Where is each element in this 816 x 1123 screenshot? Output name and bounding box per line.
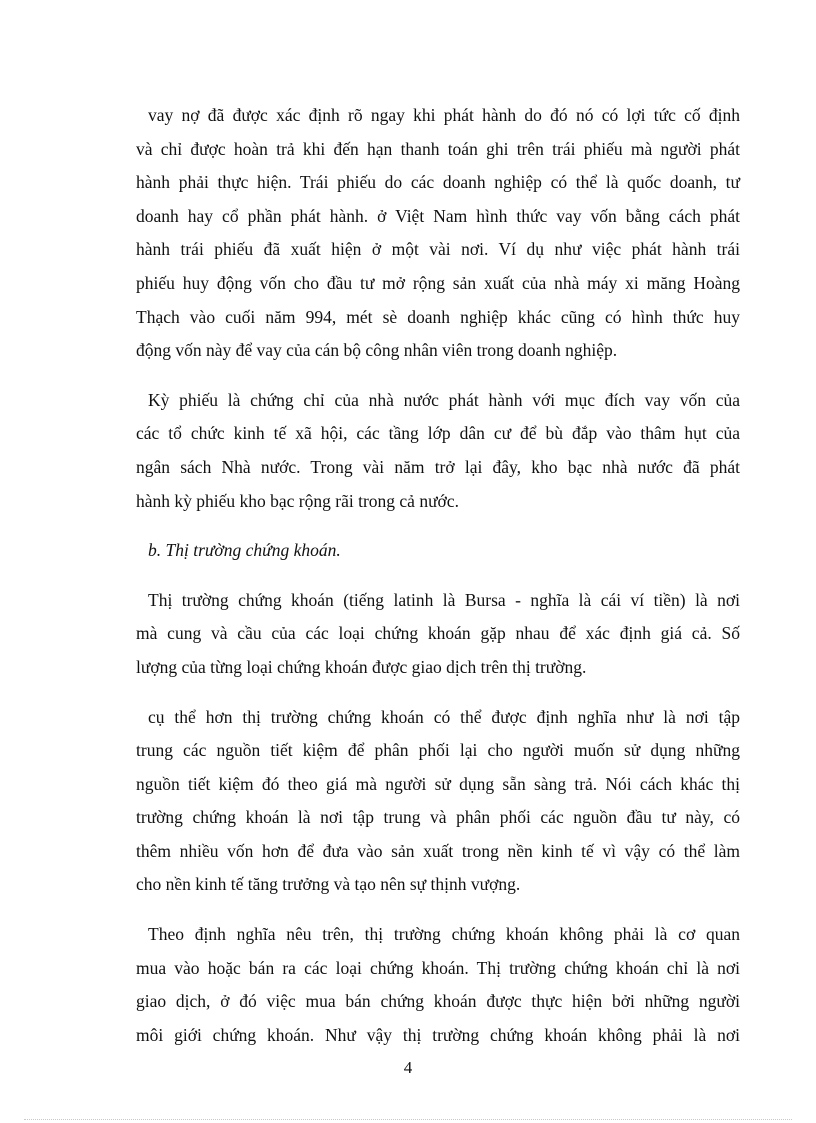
paragraph-market-role	[136, 918, 740, 1052]
text-line: trung các nguồn tiết kiệm để phân phối lại cho người muốn sử dụng những	[136, 740, 740, 761]
text-line: cụ thể hơn thị trường chứng khoán có thể được định nghĩa như là nơi tập	[148, 706, 740, 727]
text-line: lượng của từng loại chứng khoán được giao dịch trên thị trường.	[136, 656, 587, 677]
section-heading: b. Thị trường chứng khoán.	[148, 540, 341, 561]
text-line: động vốn này để vay của cán bộ công nhân viên trong doanh nghiệp.	[136, 340, 618, 361]
text-line: ngân sách Nhà nước. Trong vài năm trở lại đây, kho bạc nhà nước đã phát	[136, 456, 740, 477]
text-line: giao dịch, ở đó việc mua bán chứng khoán được thực hiện bởi những người	[136, 991, 740, 1012]
text-line: thêm nhiều vốn hơn để đưa vào sản xuất trong nền kinh tế vì vậy có thể làm	[136, 840, 740, 861]
text-line: hành trái phiếu đã xuất hiện ở một vài nơi. Ví dụ như việc phát hành trái	[136, 239, 740, 260]
page-bottom-rule	[24, 1119, 792, 1120]
text-line: Thạch vào cuối năm 994, mét sè doanh nghiệp khác cũng có hình thức huy	[136, 306, 740, 327]
paragraph-market-definition	[136, 584, 740, 685]
page-number: 4	[403, 1058, 413, 1077]
text-line: cho nền kinh tế tăng trưởng và tạo nên sự thịnh vượng.	[136, 874, 521, 895]
text-line: và chỉ được hoàn trả khi đến hạn thanh toán ghi trên trái phiếu mà người phát	[136, 138, 740, 159]
text-line: phiếu huy động vốn cho đầu tư mở rộng sản xuất của nhà máy xi măng Hoàng	[136, 272, 740, 293]
text-line: mua vào hoặc bán ra các loại chứng khoán. Thị trường chứng khoán chỉ là nơi	[136, 957, 740, 978]
text-line: nguồn tiết kiệm đó theo giá mà người sử dụng sẵn sàng trả. Nói cách khác thị	[136, 773, 740, 794]
text-line: Kỳ phiếu là chứng chỉ của nhà nước phát hành với mục đích vay vốn của	[148, 389, 740, 410]
paragraph-bond-description	[136, 99, 740, 368]
text-line: trường chứng khoán là nơi tập trung và phân phối các nguồn đầu tư này, có	[136, 807, 740, 828]
text-line: Theo định nghĩa nêu trên, thị trường chứng khoán không phải là cơ quan	[148, 924, 740, 945]
text-line: vay nợ đã được xác định rõ ngay khi phát hành do đó nó có lợi tức cố định	[148, 105, 740, 125]
body-text	[136, 99, 740, 1052]
text-line: doanh hay cổ phần phát hành. ở Việt Nam hình thức vay vốn bằng cách phát	[136, 205, 740, 226]
text-line: hành phải thực hiện. Trái phiếu do các doanh nghiệp có thể là quốc doanh, tư	[136, 172, 740, 193]
text-line: Thị trường chứng khoán (tiếng latinh là Bursa - nghĩa là cái ví tiền) là nơi	[148, 589, 740, 610]
text-line: hành kỳ phiếu kho bạc rộng rãi trong cả nước.	[136, 490, 459, 511]
paragraph-promissory-note	[136, 384, 740, 518]
paragraph-market-detail	[136, 701, 740, 903]
text-line: mà cung và cầu của các loại chứng khoán gặp nhau để xác định giá cả. Số	[136, 623, 740, 644]
text-line: các tổ chức kinh tế xã hội, các tầng lớp dân cư để bù đắp vào thâm hụt của	[136, 423, 740, 444]
text-line: môi giới chứng khoán. Như vậy thị trường chứng khoán không phải là nơi	[136, 1024, 740, 1045]
